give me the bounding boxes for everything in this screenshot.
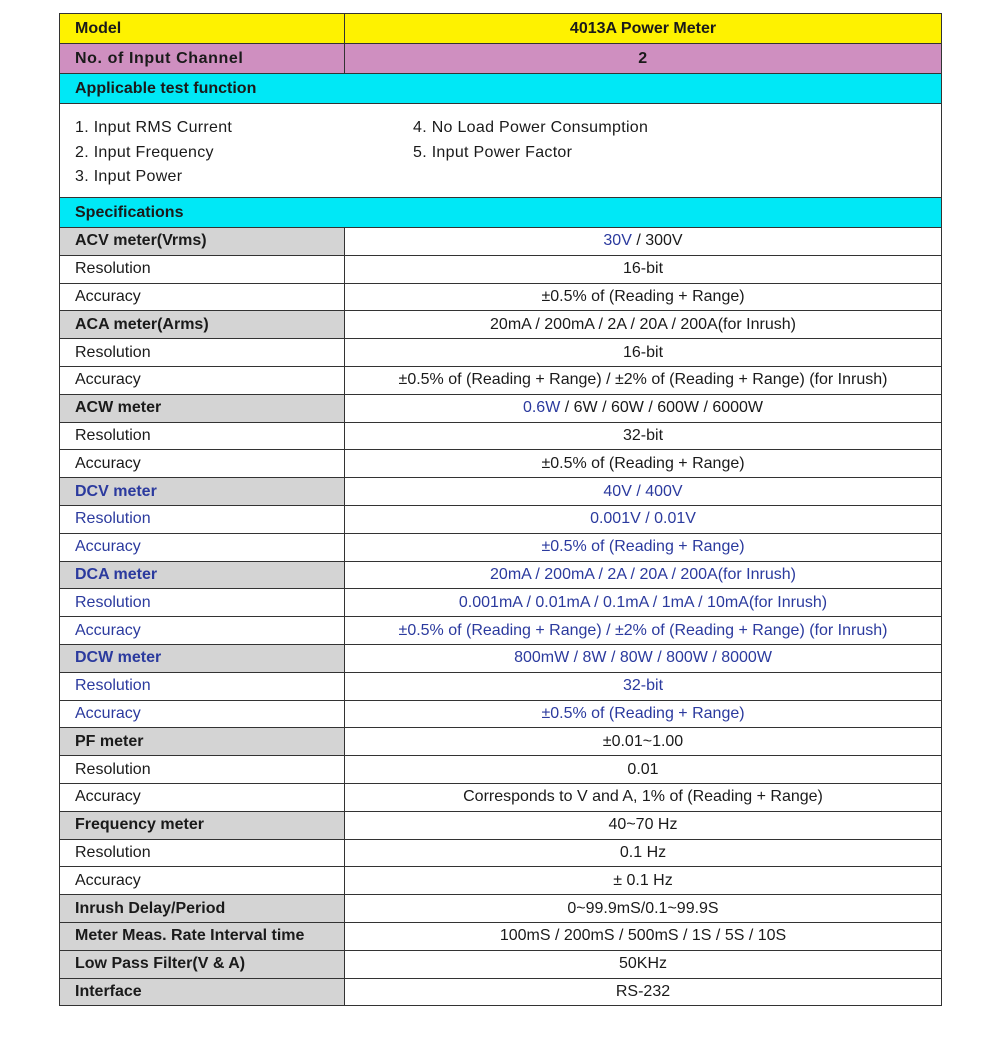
resolution-label: Resolution — [60, 756, 345, 784]
lpf-label: Low Pass Filter(V & A) — [60, 950, 345, 978]
acv-accuracy-row — [60, 283, 942, 311]
dcw-resolution-row — [60, 672, 942, 700]
channels-label: No. of Input Channel — [60, 44, 345, 74]
dcw-accuracy-row — [60, 700, 942, 728]
accuracy-label: Accuracy — [60, 366, 345, 394]
dca-row — [60, 561, 942, 589]
function-item: 3. Input Power — [75, 168, 183, 185]
resolution-label: Resolution — [60, 339, 345, 367]
acw-range-rest: / 6W / 60W / 600W / 6000W — [560, 399, 764, 417]
accuracy-label: Accuracy — [60, 867, 345, 895]
accuracy-label: Accuracy — [60, 783, 345, 811]
lpf-row — [60, 950, 942, 978]
aca-accuracy: ±0.5% of (Reading + Range) / ±2% of (Reading + Range) (for Inrush) — [345, 366, 942, 394]
dcv-resolution-row — [60, 505, 942, 533]
dcv-accuracy: ±0.5% of (Reading + Range) — [345, 533, 942, 561]
pf-resolution: 0.01 — [345, 756, 942, 784]
freq-resolution-row — [60, 839, 942, 867]
accuracy-label: Accuracy — [60, 617, 345, 645]
spec-table — [59, 13, 942, 1006]
acv-row — [60, 228, 942, 256]
channels-row — [60, 44, 942, 74]
model-label: Model — [60, 14, 345, 44]
dcw-accuracy: ±0.5% of (Reading + Range) — [345, 700, 942, 728]
dcv-accuracy-row — [60, 533, 942, 561]
acv-range-rest: / 300V — [631, 232, 683, 250]
acv-range — [345, 228, 942, 256]
function-item: 2. Input Frequency — [75, 143, 214, 161]
resolution-label: Resolution — [60, 672, 345, 700]
functions-row — [60, 104, 942, 198]
dca-label: DCA meter — [60, 561, 345, 589]
acv-range-highlight: 30V — [603, 232, 632, 250]
acv-label: ACV meter(Vrms) — [60, 228, 345, 256]
acw-resolution-row — [60, 422, 942, 450]
rate-row — [60, 922, 942, 950]
aca-resolution: 16-bit — [345, 339, 942, 367]
accuracy-label: Accuracy — [60, 283, 345, 311]
function-item: 1. Input RMS Current — [75, 119, 233, 136]
dca-resolution: 0.001mA / 0.01mA / 0.1mA / 1mA / 10mA(for Inrush) — [345, 589, 942, 617]
pf-row — [60, 728, 942, 756]
specs-header-row — [60, 198, 942, 228]
freq-row — [60, 811, 942, 839]
rate-label: Meter Meas. Rate Interval time — [60, 922, 345, 950]
functions-title: Applicable test function — [60, 74, 942, 104]
pf-range: ±0.01~1.00 — [345, 728, 942, 756]
dca-accuracy: ±0.5% of (Reading + Range) / ±2% of (Reading + Range) (for Inrush) — [345, 617, 942, 645]
dcv-resolution: 0.001V / 0.01V — [345, 505, 942, 533]
specs-title: Specifications — [60, 198, 942, 228]
freq-label: Frequency meter — [60, 811, 345, 839]
interface-label: Interface — [60, 978, 345, 1006]
dcw-row — [60, 644, 942, 672]
dcw-label: DCW meter — [60, 644, 345, 672]
acv-resolution: 16-bit — [345, 255, 942, 283]
pf-label: PF meter — [60, 728, 345, 756]
aca-resolution-row — [60, 339, 942, 367]
functions-cell — [60, 104, 942, 198]
aca-row — [60, 311, 942, 339]
model-row — [60, 14, 942, 44]
functions-left-list — [75, 116, 413, 190]
acw-row — [60, 394, 942, 422]
functions-right-list — [413, 116, 648, 165]
functions-header-row — [60, 74, 942, 104]
dcv-label: DCV meter — [60, 478, 345, 506]
acv-resolution-row — [60, 255, 942, 283]
spec-sheet — [59, 13, 941, 1006]
aca-label: ACA meter(Arms) — [60, 311, 345, 339]
freq-range: 40~70 Hz — [345, 811, 942, 839]
freq-resolution: 0.1 Hz — [345, 839, 942, 867]
dca-range: 20mA / 200mA / 2A / 20A / 200A(for Inrush) — [345, 561, 942, 589]
dcw-resolution: 32-bit — [345, 672, 942, 700]
dcw-range: 800mW / 8W / 80W / 800W / 8000W — [345, 644, 942, 672]
acw-resolution: 32-bit — [345, 422, 942, 450]
acw-range — [345, 394, 942, 422]
acw-accuracy: ±0.5% of (Reading + Range) — [345, 450, 942, 478]
resolution-label: Resolution — [60, 422, 345, 450]
acw-range-highlight: 0.6W — [522, 399, 561, 417]
pf-accuracy-row — [60, 783, 942, 811]
rate-value: 100mS / 200mS / 500mS / 1S / 5S / 10S — [345, 922, 942, 950]
resolution-label: Resolution — [60, 839, 345, 867]
function-item: 5. Input Power Factor — [413, 143, 573, 161]
resolution-label: Resolution — [60, 505, 345, 533]
dcv-range: 40V / 400V — [345, 478, 942, 506]
resolution-label: Resolution — [60, 589, 345, 617]
acv-accuracy: ±0.5% of (Reading + Range) — [345, 283, 942, 311]
accuracy-label: Accuracy — [60, 700, 345, 728]
acw-label: ACW meter — [60, 394, 345, 422]
dca-resolution-row — [60, 589, 942, 617]
acw-accuracy-row — [60, 450, 942, 478]
inrush-label: Inrush Delay/Period — [60, 895, 345, 923]
aca-accuracy-row — [60, 366, 942, 394]
accuracy-label: Accuracy — [60, 450, 345, 478]
freq-accuracy: ± 0.1 Hz — [345, 867, 942, 895]
function-item: 4. No Load Power Consumption — [413, 119, 649, 136]
pf-accuracy: Corresponds to V and A, 1% of (Reading + Range) — [345, 783, 942, 811]
accuracy-label: Accuracy — [60, 533, 345, 561]
interface-value: RS-232 — [345, 978, 942, 1006]
channels-value: 2 — [345, 44, 942, 74]
inrush-row — [60, 895, 942, 923]
resolution-label: Resolution — [60, 255, 345, 283]
dcv-row — [60, 478, 942, 506]
lpf-value: 50KHz — [345, 950, 942, 978]
inrush-value: 0~99.9mS/0.1~99.9S — [345, 895, 942, 923]
dca-accuracy-row — [60, 617, 942, 645]
aca-range: 20mA / 200mA / 2A / 20A / 200A(for Inrush) — [345, 311, 942, 339]
interface-row — [60, 978, 942, 1006]
freq-accuracy-row — [60, 867, 942, 895]
pf-resolution-row — [60, 756, 942, 784]
model-value: 4013A Power Meter — [345, 14, 942, 44]
